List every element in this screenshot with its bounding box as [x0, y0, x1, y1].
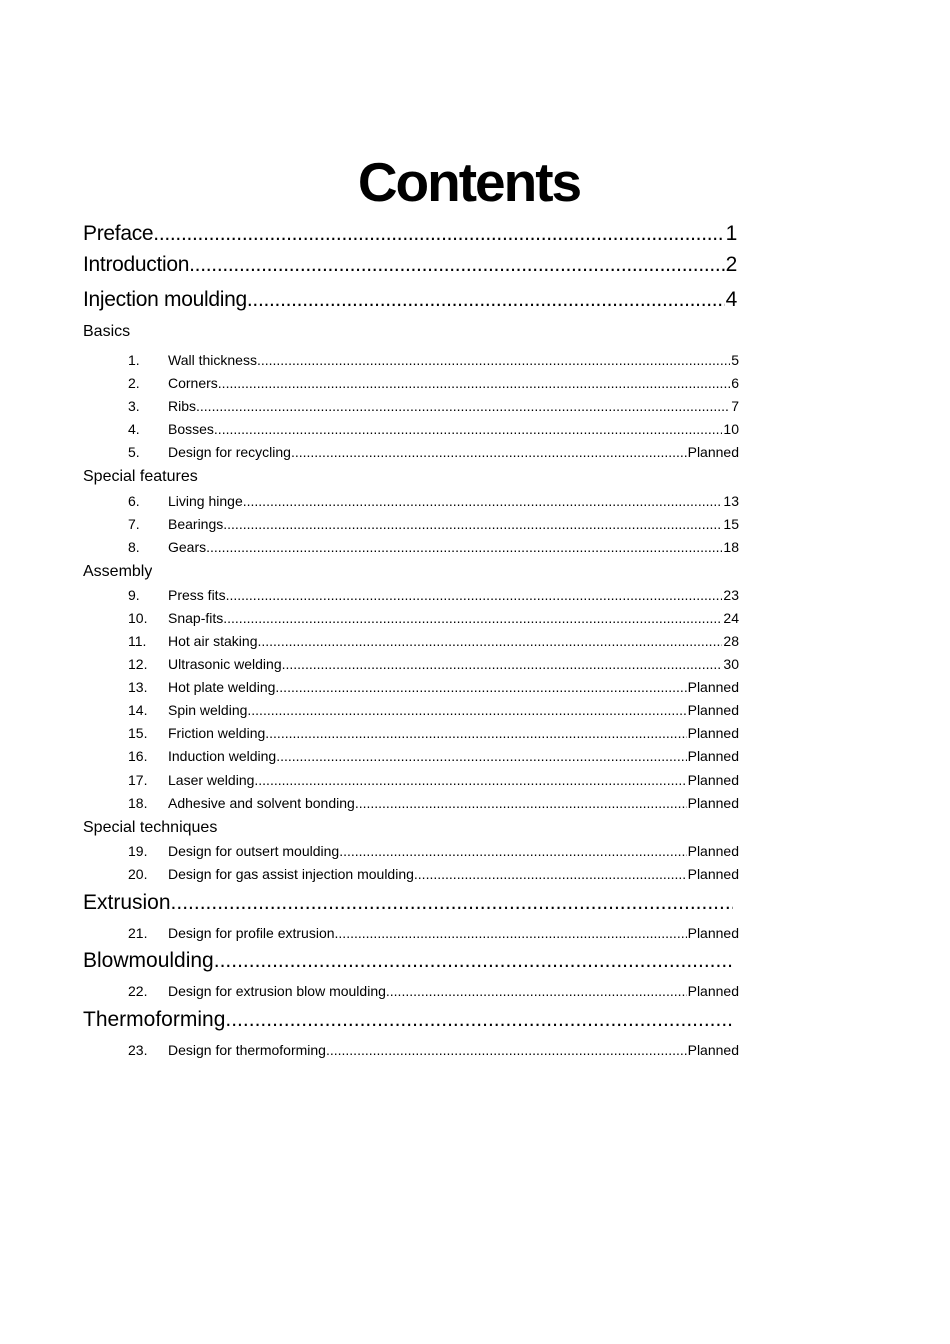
toc-entry-label: Blowmoulding [83, 949, 214, 972]
toc-leader-dots [206, 539, 722, 555]
toc-item-number: 2. [128, 375, 140, 391]
toc-item-number: 18. [128, 795, 148, 811]
toc-page-number: Planned [687, 1042, 739, 1058]
toc-item-label: Snap-fits [168, 610, 224, 626]
toc-leader-dots [223, 516, 722, 532]
toc-item-12[interactable] [128, 656, 739, 672]
toc-item-number: 5. [128, 444, 140, 460]
toc-leader-dots [386, 983, 687, 999]
toc-entry-label: Extrusion [83, 891, 171, 914]
toc-entry-label: Introduction [83, 253, 190, 276]
toc-entry-introduction[interactable] [83, 253, 737, 277]
toc-item-2[interactable] [128, 375, 739, 391]
toc-leader-dots [218, 375, 730, 391]
toc-item-number: 16. [128, 748, 148, 764]
toc-item-number: 8. [128, 539, 140, 555]
toc-item-label: Gears [168, 539, 207, 555]
toc-leader-dots [243, 493, 723, 509]
toc-item-15[interactable] [128, 725, 739, 741]
toc-item-4[interactable] [128, 421, 739, 437]
toc-page-number: 10 [723, 421, 739, 437]
toc-item-number: 11. [128, 633, 147, 649]
toc-item-number: 4. [128, 421, 140, 437]
toc-entry-extrusion[interactable] [83, 891, 733, 915]
toc-page-number: Planned [687, 866, 739, 882]
toc-item-label: Design for gas assist injection moulding [168, 866, 414, 882]
toc-page-number: Planned [687, 725, 739, 741]
toc-page-number: Planned [687, 772, 739, 788]
toc-item-3[interactable] [128, 398, 739, 414]
toc-item-label: Spin welding [168, 702, 248, 718]
toc-leader-dots [247, 702, 686, 718]
toc-leader-dots [171, 891, 733, 915]
toc-page-number: Planned [687, 983, 739, 999]
toc-leader-dots [214, 949, 733, 973]
toc-item-number: 6. [128, 493, 140, 509]
toc-item-number: 14. [128, 702, 148, 718]
toc-item-label: Friction welding [168, 725, 266, 741]
toc-leader-dots [265, 725, 686, 741]
toc-leader-dots [254, 772, 686, 788]
toc-leader-dots [223, 610, 722, 626]
toc-item-number: 23. [128, 1042, 148, 1058]
toc-leader-dots [275, 679, 686, 695]
toc-item-19[interactable] [128, 843, 739, 859]
toc-item-11[interactable] [128, 633, 739, 649]
toc-page-number: Planned [687, 843, 739, 859]
toc-item-number: 21. [128, 925, 148, 941]
toc-leader-dots [414, 866, 687, 882]
toc-page-number: Planned [687, 702, 739, 718]
toc-entry-injection-moulding[interactable] [83, 288, 737, 312]
toc-item-label: Design for recycling [168, 444, 291, 460]
toc-item-number: 9. [128, 587, 140, 603]
toc-leader-dots [257, 352, 730, 368]
toc-item-16[interactable] [128, 748, 739, 764]
toc-page-number: 23 [723, 587, 739, 603]
toc-item-label: Design for profile extrusion [168, 925, 335, 941]
toc-item-number: 13. [128, 679, 148, 695]
toc-item-5[interactable] [128, 444, 739, 460]
toc-item-label: Bosses [168, 421, 214, 437]
toc-item-21[interactable] [128, 925, 739, 941]
toc-item-8[interactable] [128, 539, 739, 555]
toc-leader-dots [326, 1042, 687, 1058]
toc-item-label: Ribs [168, 398, 197, 414]
toc-leader-dots [339, 843, 686, 859]
toc-item-label: Hot air staking [168, 633, 258, 649]
toc-item-number: 10. [128, 610, 148, 626]
toc-section-heading-special-features [83, 468, 198, 486]
toc-page-number: 4 [725, 288, 737, 311]
toc-item-label: Design for outsert moulding [168, 843, 340, 859]
toc-item-9[interactable] [128, 587, 739, 603]
toc-page-number: 5 [731, 352, 739, 368]
toc-page-number: 7 [731, 398, 739, 414]
toc-item-label: Induction welding [168, 748, 277, 764]
toc-item-number: 15. [128, 725, 148, 741]
toc-leader-dots [225, 1008, 733, 1032]
toc-leader-dots [247, 288, 725, 312]
toc-entry-label: Injection moulding [83, 288, 247, 311]
toc-item-label: Adhesive and solvent bonding [168, 795, 355, 811]
toc-section-heading-assembly [83, 563, 152, 581]
toc-page-number: Planned [687, 925, 739, 941]
toc-section-heading-basics [83, 323, 130, 341]
toc-item-label: Corners [168, 375, 218, 391]
toc-item-23[interactable] [128, 1042, 739, 1058]
toc-leader-dots [196, 398, 730, 414]
toc-leader-dots [153, 222, 724, 246]
toc-page-number: Planned [687, 679, 739, 695]
toc-item-number: 20. [128, 866, 148, 882]
toc-item-label: Laser welding [168, 772, 255, 788]
toc-page-number: Planned [687, 444, 739, 460]
toc-section-heading-special-techniques [83, 819, 217, 837]
toc-item-label: Design for extrusion blow moulding [168, 983, 386, 999]
toc-item-number: 12. [128, 656, 148, 672]
toc-leader-dots [276, 748, 686, 764]
toc-page-number: Planned [687, 748, 739, 764]
toc-leader-dots [355, 795, 687, 811]
toc-item-label: Wall thickness [168, 352, 257, 368]
toc-leader-dots [226, 587, 723, 603]
toc-leader-dots [282, 656, 723, 672]
toc-entry-preface[interactable] [83, 222, 737, 246]
toc-item-number: 22. [128, 983, 148, 999]
toc-leader-dots [291, 444, 687, 460]
toc-item-number: 7. [128, 516, 140, 532]
section-heading-text: Basics [83, 323, 131, 340]
toc-page-number: 2 [725, 253, 737, 276]
toc-item-6[interactable] [128, 493, 739, 509]
toc-page-number: 24 [723, 610, 739, 626]
toc-entry-thermoforming[interactable] [83, 1008, 733, 1032]
section-heading-text: Special features [83, 468, 198, 485]
toc-item-17[interactable] [128, 772, 739, 788]
toc-page-number: 13 [723, 493, 739, 509]
toc-item-label: Bearings [168, 516, 224, 532]
section-heading-text: Assembly [83, 563, 153, 580]
toc-page-number: 28 [723, 633, 739, 649]
toc-item-7[interactable] [128, 516, 739, 532]
toc-item-number: 1. [128, 352, 140, 368]
toc-item-number: 3. [128, 398, 140, 414]
toc-entry-label: Preface [83, 222, 154, 245]
toc-item-1[interactable] [128, 352, 739, 368]
toc-leader-dots [257, 633, 722, 649]
toc-item-label: Ultrasonic welding [168, 656, 282, 672]
toc-item-10[interactable] [128, 610, 739, 626]
toc-page-number: 30 [723, 656, 739, 672]
toc-item-label: Design for thermoforming [168, 1042, 326, 1058]
toc-page-number: Planned [687, 795, 739, 811]
page-title: Contents [357, 151, 581, 213]
toc-item-14[interactable] [128, 702, 739, 718]
toc-entry-label: Thermoforming [83, 1008, 226, 1031]
toc-item-13[interactable] [128, 679, 739, 695]
toc-leader-dots [335, 925, 687, 941]
toc-item-20[interactable] [128, 866, 739, 882]
toc-page-number: 1 [725, 222, 737, 245]
toc-leader-dots [189, 253, 724, 277]
toc-page-number: 15 [723, 516, 739, 532]
toc-page-number: 6 [731, 375, 739, 391]
toc-item-18[interactable] [128, 795, 739, 811]
toc-item-label: Press fits [168, 587, 226, 603]
toc-page-number: 18 [723, 539, 739, 555]
toc-item-number: 19. [128, 843, 148, 859]
toc-item-label: Living hinge [168, 493, 243, 509]
toc-item-label: Hot plate welding [168, 679, 276, 695]
toc-leader-dots [214, 421, 723, 437]
section-heading-text: Special techniques [83, 819, 218, 836]
toc-item-22[interactable] [128, 983, 739, 999]
toc-item-number: 17. [128, 772, 148, 788]
toc-entry-blowmoulding[interactable] [83, 949, 733, 973]
